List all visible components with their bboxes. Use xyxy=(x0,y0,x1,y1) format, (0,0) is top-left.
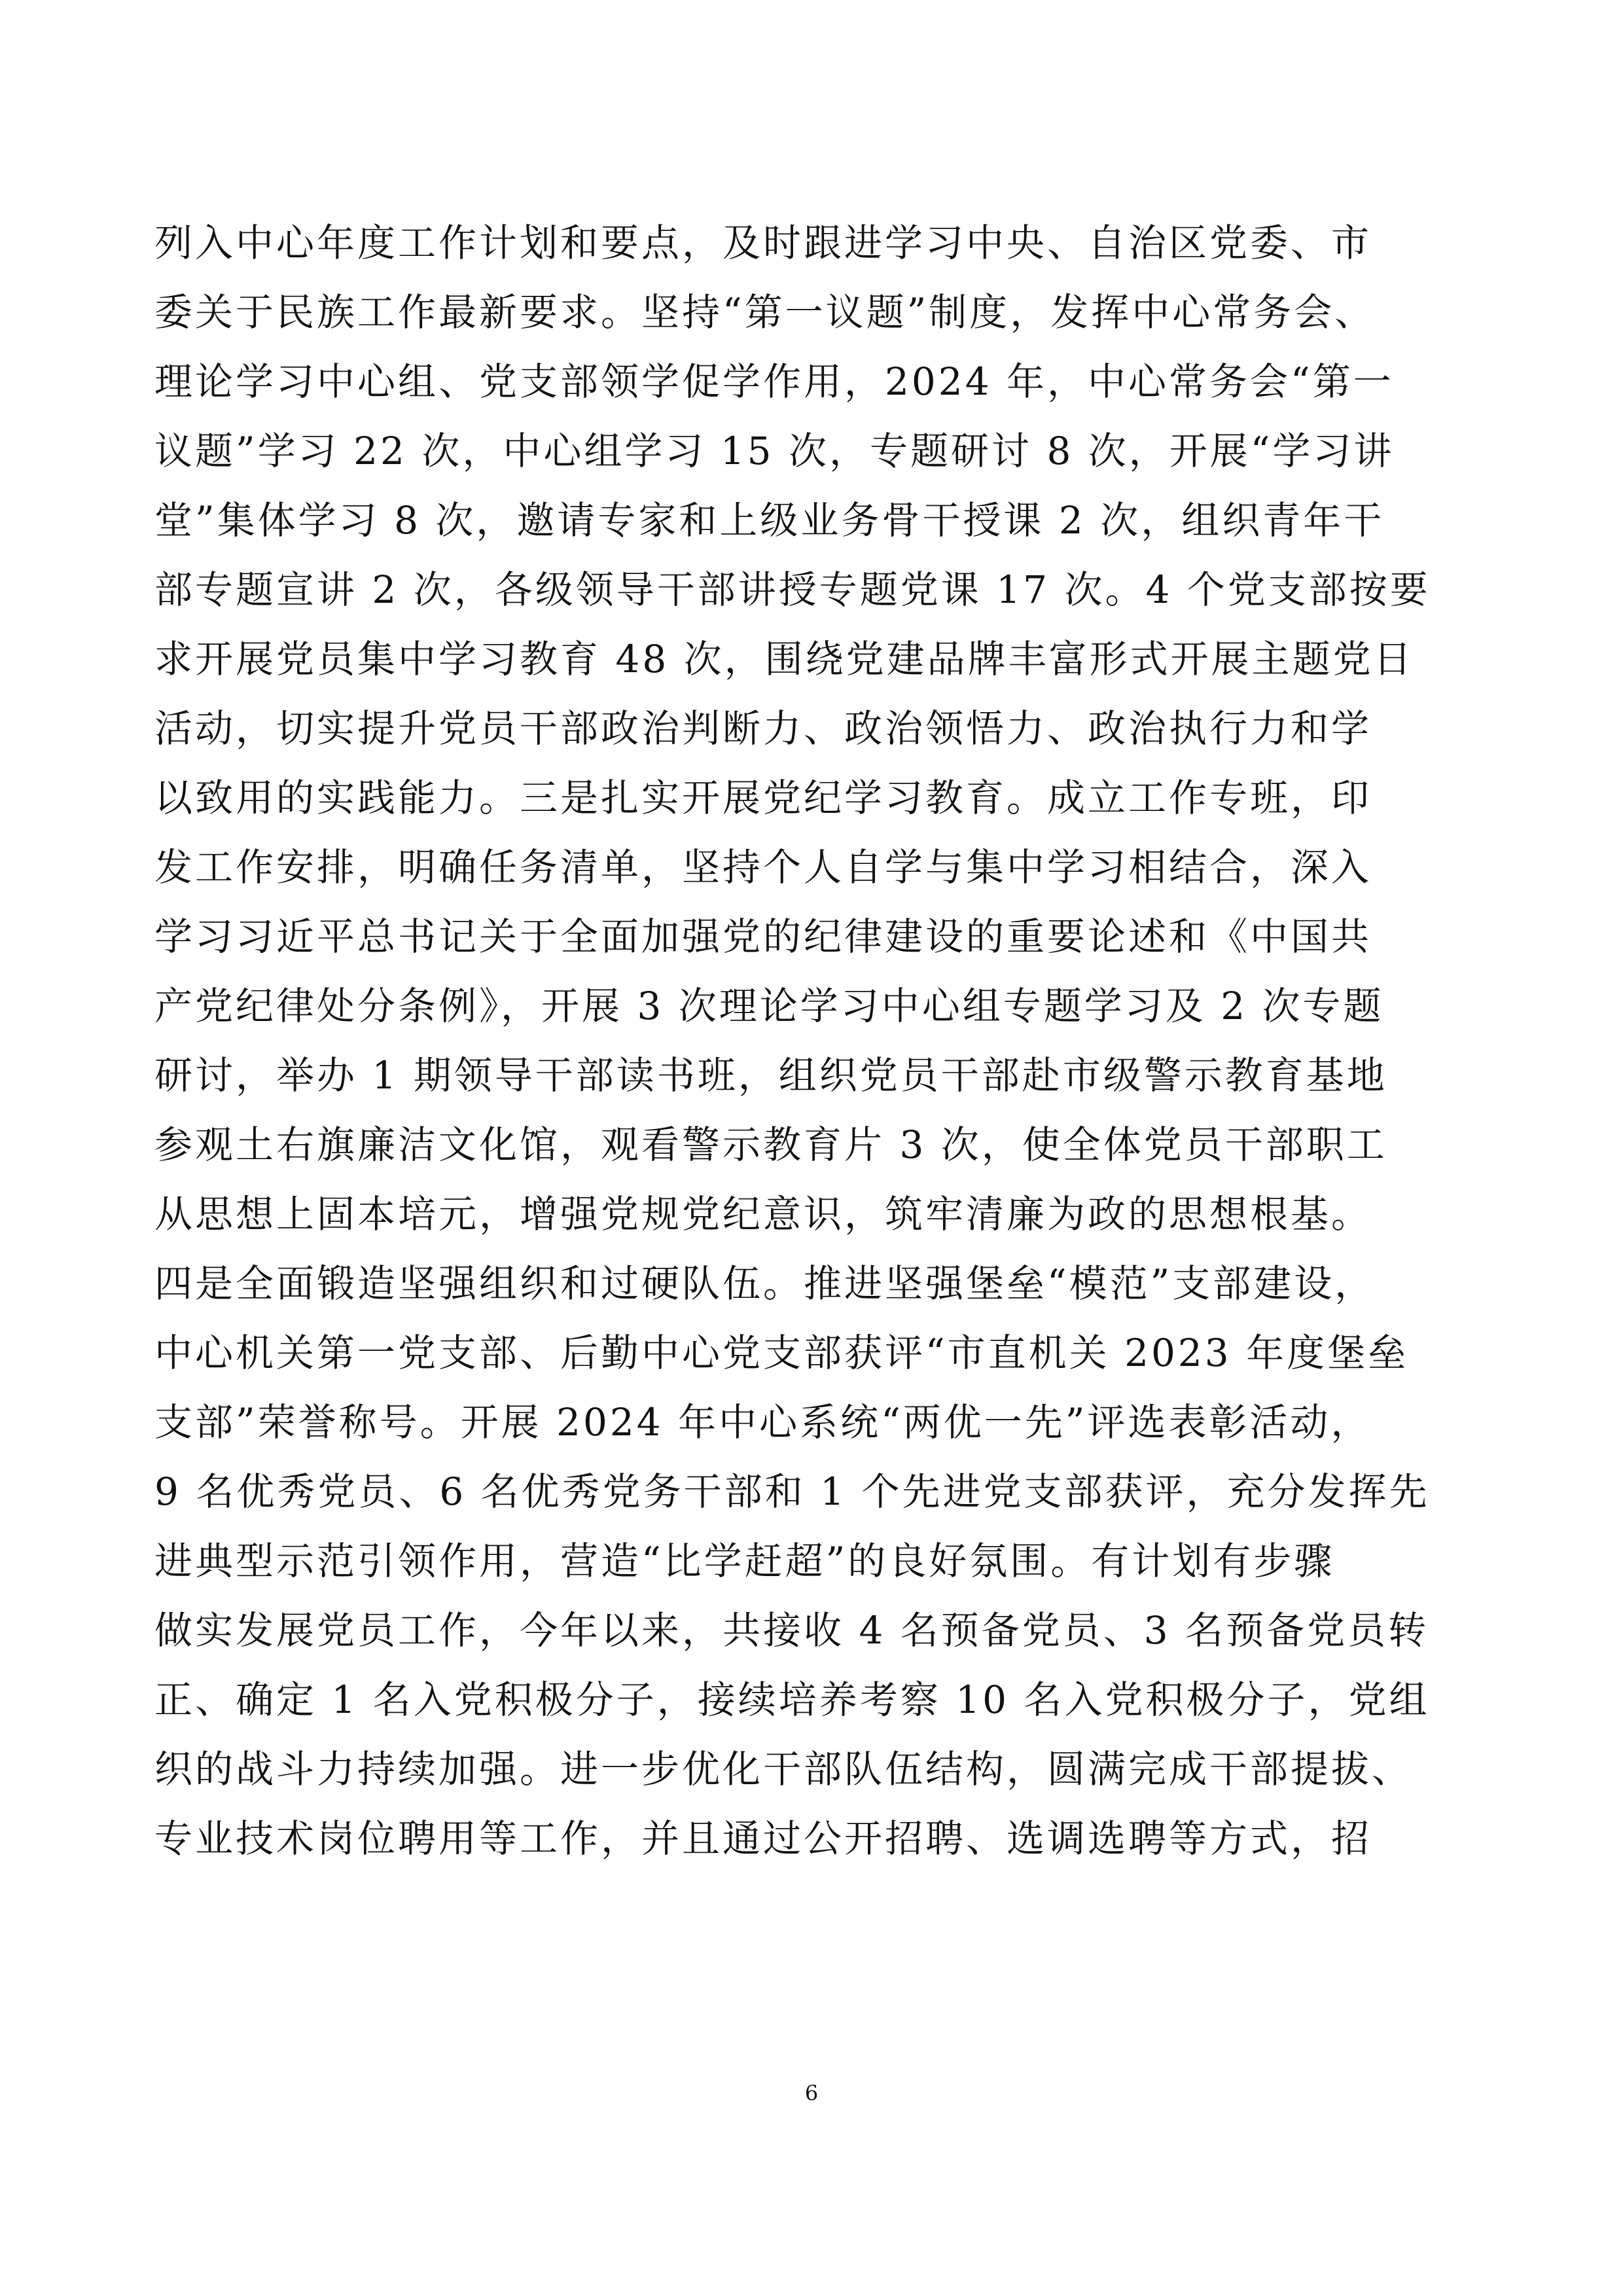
text-line: 进典型示范引领作用，营造“比学赶超”的良好氛围。有计划有步骤 xyxy=(154,1539,1335,1583)
text-line: 求开展党员集中学习教育 48 次，围绕党建品牌丰富形式开展主题党日 xyxy=(154,637,1414,681)
text-line: 产党纪律处分条例》，开展 3 次理论学习中心组专题学习及 2 次专题 xyxy=(154,984,1384,1028)
text-line: 支部”荣誉称号。开展 2024 年中心系统“两优一先”评选表彰活动， xyxy=(154,1400,1372,1444)
text-line: 发工作安排，明确任务清单，坚持个人自学与集中学习相结合，深入 xyxy=(154,845,1372,889)
text-line: 从思想上固本培元，增强党规党纪意识，筑牢清廉为政的思想根基。 xyxy=(154,1192,1372,1236)
text-line: 四是全面锻造坚强组织和过硬队伍。推进坚强堡垒“模范”支部建设， xyxy=(154,1261,1376,1306)
text-line: 活动，切实提升党员干部政治判断力、政治领悟力、政治执行力和学 xyxy=(154,706,1372,751)
text-line: 以致用的实践能力。三是扎实开展党纪学习教育。成立工作专班，印 xyxy=(154,776,1372,820)
text-line: 9 名优秀党员、6 名优秀党务干部和 1 个先进党支部获评，充分发挥先 xyxy=(154,1469,1430,1514)
text-line: 专业技术岗位聘用等工作，并且通过公开招聘、选调选聘等方式，招 xyxy=(154,1816,1372,1861)
body-text xyxy=(154,208,1470,1873)
text-line: 参观土右旗廉洁文化馆，观看警示教育片 3 次，使全体党员干部职工 xyxy=(154,1122,1387,1167)
text-line: 部专题宣讲 2 次，各级领导干部讲授专题党课 17 次。4 个党支部按要 xyxy=(154,567,1431,612)
page-number: 6 xyxy=(804,2081,819,2106)
text-line: 列入中心年度工作计划和要点，及时跟进学习中央、自治区党委、市 xyxy=(154,221,1372,265)
text-line: 委关于民族工作最新要求。坚持“第一议题”制度，发挥中心常务会、 xyxy=(154,290,1376,334)
text-line: 做实发展党员工作，今年以来，共接收 4 名预备党员、3 名预备党员转 xyxy=(154,1608,1429,1653)
text-line: 研讨，举办 1 期领导干部读书班，组织党员干部赴市级警示教育基地 xyxy=(154,1053,1387,1098)
text-line: 学习习近平总书记关于全面加强党的纪律建设的重要论述和《中国共 xyxy=(154,914,1372,959)
text-line: 理论学习中心组、党支部领学促学作用，2024 年，中心常务会“第一 xyxy=(154,359,1394,404)
text-line: 中心机关第一党支部、后勤中心党支部获评“市直机关 2023 年度堡垒 xyxy=(154,1331,1409,1375)
text-line: 织的战斗力持续加强。进一步优化干部队伍结构，圆满完成干部提拔、 xyxy=(154,1747,1413,1791)
text-line: 堂”集体学习 8 次，邀请专家和上级业务骨干授课 2 次，组织青年干 xyxy=(154,498,1385,543)
text-line: 正、确定 1 名入党积极分子，接续培养考察 10 名入党积极分子，党组 xyxy=(154,1677,1430,1722)
text-line: 议题”学习 22 次，中心组学习 15 次，专题研讨 8 次，开展“学习讲 xyxy=(154,429,1395,473)
